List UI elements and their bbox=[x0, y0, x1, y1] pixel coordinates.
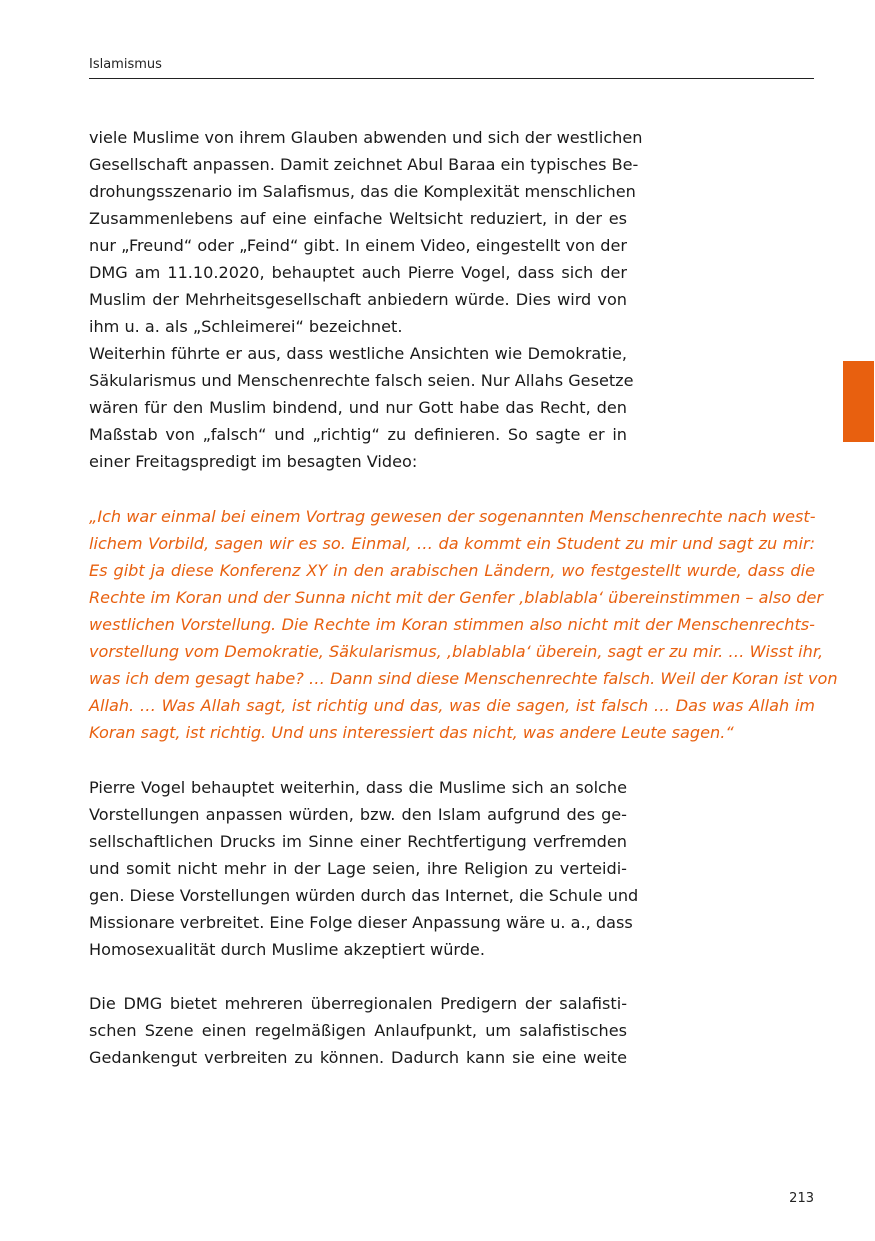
text-line: Zusammenlebens auf eine einfache Weltsicht reduziert, in der es bbox=[89, 209, 627, 228]
paragraph-dmg-preachers bbox=[89, 990, 627, 1071]
text-line: Vorstellungen anpassen würden, bzw. den Islam aufgrund des ge- bbox=[89, 805, 627, 824]
quote-line: was ich dem gesagt habe? … Dann sind diese Menschenrechte falsch. Weil der Koran ist von bbox=[89, 669, 838, 688]
text-line: wären für den Muslim bindend, und nur Gott habe das Recht, den bbox=[89, 398, 627, 417]
text-line: Muslim der Mehrheitsgesellschaft anbiedern würde. Dies wird von bbox=[89, 290, 627, 309]
text-line: Gesellschaft anpassen. Damit zeichnet Abul Baraa ein typisches Be- bbox=[89, 155, 639, 174]
text-line: DMG am 11.10.2020, behauptet auch Pierre Vogel, dass sich der bbox=[89, 263, 627, 282]
paragraph-western-views bbox=[89, 340, 634, 475]
quote-line: vorstellung vom Demokratie, Säkularismus, ‚blablabla‘ überein, sagt er zu mir. … Wisst ihr, bbox=[89, 642, 824, 661]
text-line: sellschaftlichen Drucks im Sinne einer Rechtfertigung verfremden bbox=[89, 832, 627, 851]
sermon-quote bbox=[89, 503, 838, 746]
text-line: nur „Freund“ oder „Feind“ gibt. In einem Video, eingestellt von der bbox=[89, 236, 627, 255]
quote-line: Allah. … Was Allah sagt, ist richtig und das, was die sagen, ist falsch … Das was Allah im bbox=[89, 696, 815, 715]
text-line: Gedankengut verbreiten zu können. Dadurch kann sie eine weite bbox=[89, 1048, 627, 1067]
text-line: Missionare verbreitet. Eine Folge dieser Anpassung wäre u. a., dass bbox=[89, 913, 633, 932]
text-line: Homosexualität durch Muslime akzeptiert würde. bbox=[89, 940, 485, 959]
text-line: schen Szene einen regelmäßigen Anlaufpunkt, um salafistisches bbox=[89, 1021, 627, 1040]
quote-line: Koran sagt, ist richtig. Und uns interessiert das nicht, was andere Leute sagen.“ bbox=[89, 723, 734, 742]
quote-line: lichem Vorbild, sagen wir es so. Einmal, … da kommt ein Student zu mir und sagt zu mir: bbox=[89, 534, 815, 553]
quote-line: Rechte im Koran und der Sunna nicht mit der Genfer ‚blablabla‘ übereinstimmen – also der bbox=[89, 588, 823, 607]
quote-line: westlichen Vorstellung. Die Rechte im Koran stimmen also nicht mit der Menschenrechts- bbox=[89, 615, 815, 634]
text-line: einer Freitagspredigt im besagten Video: bbox=[89, 452, 418, 471]
running-header-title: Islamismus bbox=[89, 57, 162, 72]
header-divider bbox=[89, 78, 814, 79]
text-line: und somit nicht mehr in der Lage seien, ihre Religion zu verteidi- bbox=[89, 859, 627, 878]
page-number: 213 bbox=[789, 1191, 814, 1206]
text-line: drohungsszenario im Salafismus, das die Komplexität menschlichen bbox=[89, 182, 636, 201]
text-line: Maßstab von „falsch“ und „richtig“ zu definieren. So sagte er in bbox=[89, 425, 627, 444]
quote-line: Es gibt ja diese Konferenz XY in den arabischen Ländern, wo festgestellt wurde, dass die bbox=[89, 561, 815, 580]
chapter-tab-marker bbox=[843, 361, 874, 442]
text-line: gen. Diese Vorstellungen würden durch das Internet, die Schule und bbox=[89, 886, 639, 905]
text-line: Pierre Vogel behauptet weiterhin, dass die Muslime sich an solche bbox=[89, 778, 627, 797]
text-line: Säkularismus und Menschenrechte falsch seien. Nur Allahs Gesetze bbox=[89, 371, 634, 390]
text-line: Die DMG bietet mehreren überregionalen Predigern der salafisti- bbox=[89, 994, 627, 1013]
text-line: viele Muslime von ihrem Glauben abwenden und sich der westlichen bbox=[89, 128, 643, 147]
text-line: ihm u. a. als „Schleimerei“ bezeichnet. bbox=[89, 317, 403, 336]
quote-line: „Ich war einmal bei einem Vortrag gewesen der sogenannten Menschenrechte nach west- bbox=[89, 507, 816, 526]
paragraph-intro bbox=[89, 124, 643, 340]
paragraph-adaptation bbox=[89, 774, 639, 963]
text-line: Weiterhin führte er aus, dass westliche Ansichten wie Demokratie, bbox=[89, 344, 627, 363]
